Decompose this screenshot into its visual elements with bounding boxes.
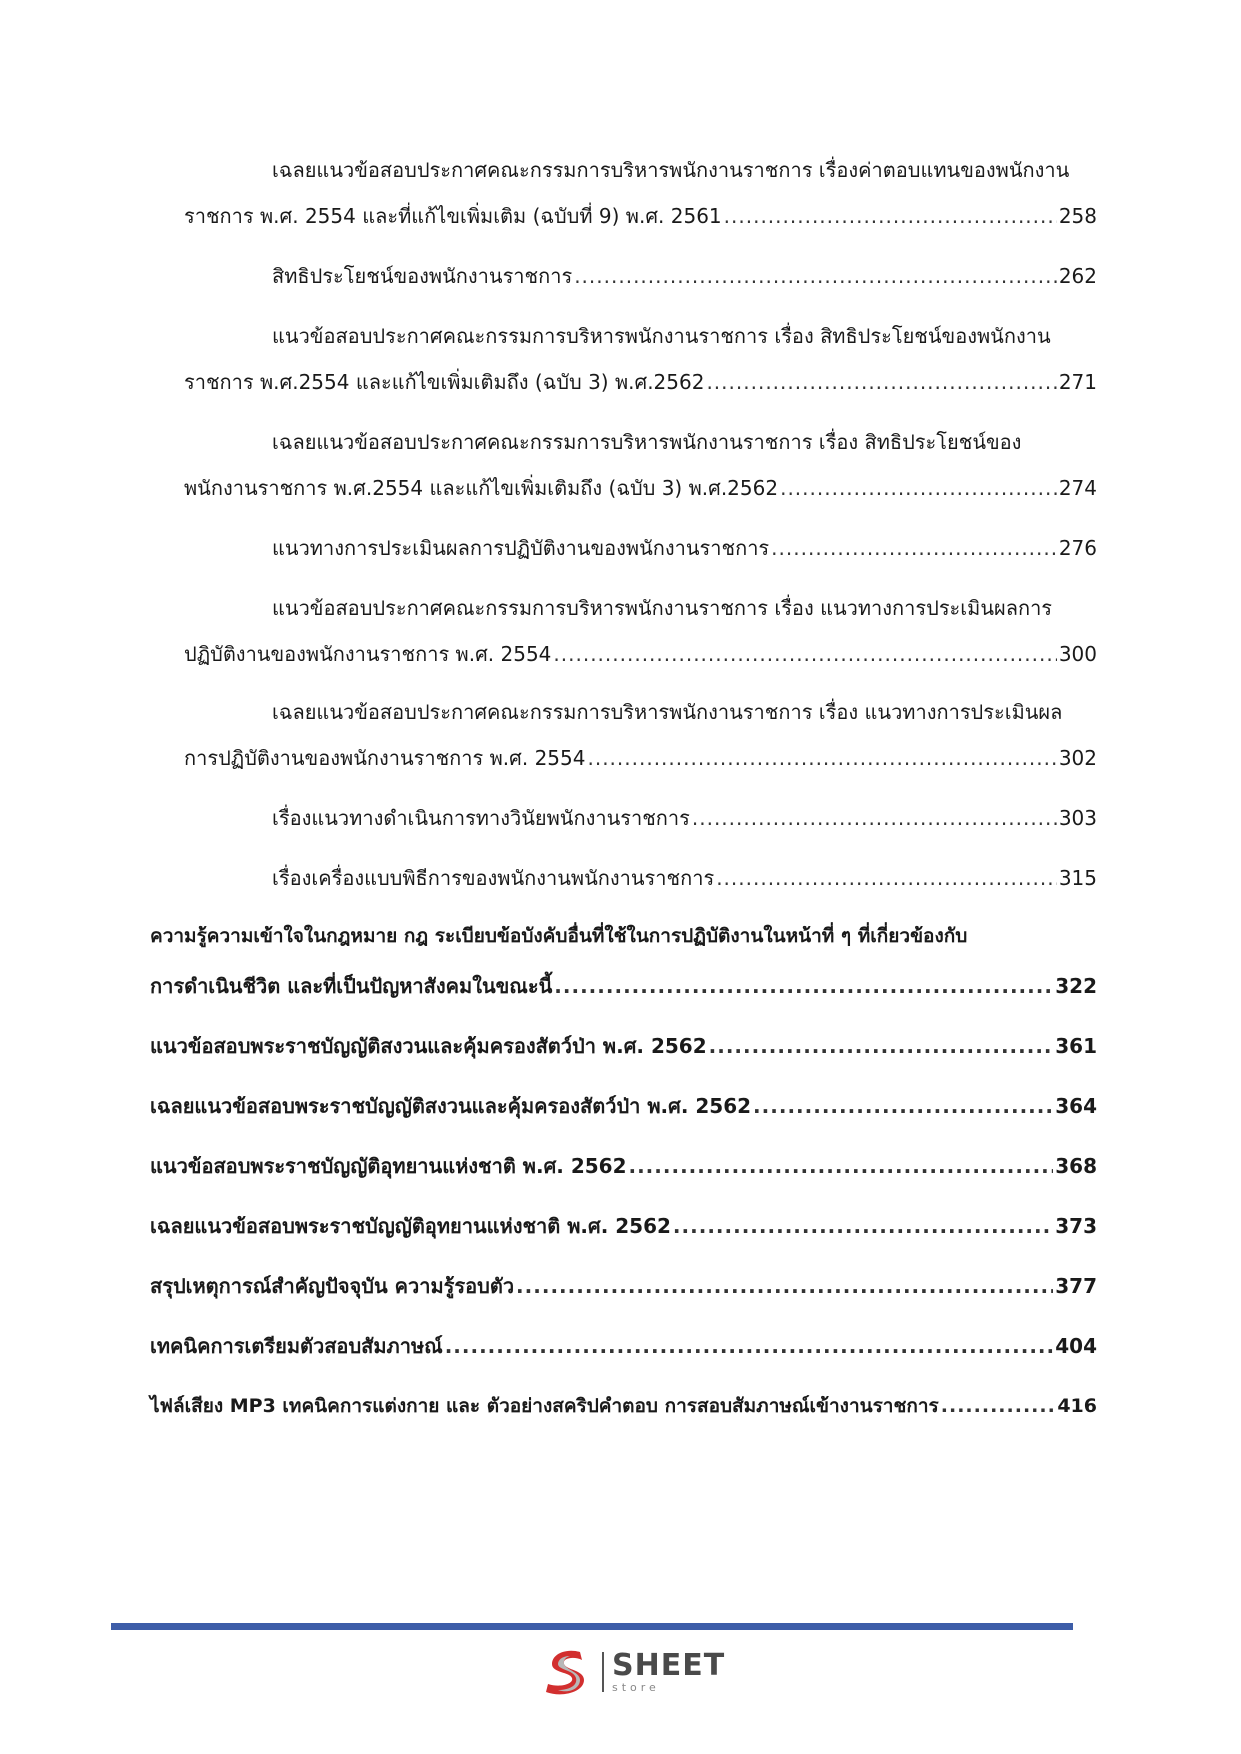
logo-brand-text: SHEET bbox=[612, 1648, 726, 1683]
toc-entry-last-line bbox=[150, 1032, 1097, 1060]
toc-page-number: 262 bbox=[1058, 264, 1097, 288]
toc-leader-dots bbox=[724, 202, 1057, 230]
toc-leader-dots bbox=[673, 1212, 1053, 1240]
toc-leader-dots bbox=[554, 972, 1053, 1000]
toc-entry-title-line: พนักงานราชการ พ.ศ.2554 และแก้ไขเพิ่มเติมถึง (ฉบับ 3) พ.ศ.2562 bbox=[184, 476, 779, 500]
toc-entry-last-line bbox=[150, 1092, 1097, 1120]
toc-entry-last-line bbox=[272, 864, 1097, 892]
toc-leader-dots bbox=[587, 744, 1056, 772]
toc-entry-title-line: สรุปเหตุการณ์สำคัญปัจจุบัน ความรู้รอบตัว bbox=[150, 1274, 515, 1298]
toc-entry-title-line: แนวข้อสอบพระราชบัญญัติสงวนและคุ้มครองสัตว์ป่า พ.ศ. 2562 bbox=[150, 1034, 707, 1058]
toc-entry-last-line bbox=[150, 1152, 1097, 1180]
toc-page-number: 315 bbox=[1058, 866, 1097, 890]
toc-leader-dots bbox=[716, 864, 1057, 892]
toc-entry-title-line: เฉลยแนวข้อสอบประกาศคณะกรรมการบริหารพนักงานราชการ เรื่องค่าตอบแทนของพนักงาน bbox=[272, 158, 1070, 182]
toc-leader-dots bbox=[574, 262, 1057, 290]
toc-page-number: 322 bbox=[1055, 974, 1097, 998]
toc-entry-last-line bbox=[184, 744, 1097, 772]
logo-sub-text: store bbox=[612, 1681, 660, 1694]
toc-page-number: 276 bbox=[1058, 536, 1097, 560]
toc-page-number: 271 bbox=[1058, 370, 1097, 394]
toc-entry-title-line: สิทธิประโยชน์ของพนักงานราชการ bbox=[272, 264, 573, 288]
toc-page-number: 368 bbox=[1055, 1154, 1097, 1178]
toc-page-number: 416 bbox=[1057, 1395, 1097, 1417]
toc-leader-dots bbox=[445, 1332, 1054, 1360]
toc-entry-last-line bbox=[184, 368, 1097, 396]
toc-leader-dots bbox=[780, 474, 1057, 502]
toc-entry-title-line: แนวข้อสอบพระราชบัญญัติอุทยานแห่งชาติ พ.ศ. 2562 bbox=[150, 1154, 627, 1178]
toc-page-number: 274 bbox=[1058, 476, 1097, 500]
toc-entry-last-line bbox=[272, 804, 1097, 832]
toc-entry-last-line bbox=[150, 1392, 1097, 1420]
toc-entry-title-line: แนวข้อสอบประกาศคณะกรรมการบริหารพนักงานราชการ เรื่อง แนวทางการประเมินผลการ bbox=[272, 596, 1053, 620]
logo-divider bbox=[602, 1652, 604, 1692]
toc-entry-last-line bbox=[272, 262, 1097, 290]
toc-entry-last-line bbox=[150, 1212, 1097, 1240]
toc-page-number: 377 bbox=[1055, 1274, 1097, 1298]
sheet-store-s-icon bbox=[540, 1646, 596, 1698]
toc-entry-title-line: การดำเนินชีวิต และที่เป็นปัญหาสังคมในขณะนี้ bbox=[150, 974, 553, 998]
toc-leader-dots bbox=[771, 534, 1057, 562]
toc-entry-last-line bbox=[150, 972, 1097, 1000]
toc-entry-last-line bbox=[272, 534, 1097, 562]
toc-page-number: 303 bbox=[1058, 806, 1097, 830]
toc-leader-dots bbox=[709, 1032, 1054, 1060]
toc-page-number: 258 bbox=[1058, 204, 1097, 228]
toc-entry-last-line bbox=[184, 640, 1097, 668]
toc-entry-last-line bbox=[150, 1332, 1097, 1360]
toc-entry-title-line: เรื่องเครื่องแบบพิธีการของพนักงานพนักงานราชการ bbox=[272, 866, 715, 890]
toc-entry-title-line: ราชการ พ.ศ.2554 และแก้ไขเพิ่มเติมถึง (ฉบับ 3) พ.ศ.2562 bbox=[184, 370, 705, 394]
toc-entry-title-line: เฉลยแนวข้อสอบพระราชบัญญัติสงวนและคุ้มครองสัตว์ป่า พ.ศ. 2562 bbox=[150, 1094, 752, 1118]
toc-page-number: 361 bbox=[1055, 1034, 1097, 1058]
toc-entry-title-line: แนวทางการประเมินผลการปฏิบัติงานของพนักงานราชการ bbox=[272, 536, 770, 560]
toc-page-number: 364 bbox=[1055, 1094, 1097, 1118]
toc-entry-title-line: เทคนิคการเตรียมตัวสอบสัมภาษณ์ bbox=[150, 1334, 443, 1358]
toc-entry-title-line: แนวข้อสอบประกาศคณะกรรมการบริหารพนักงานราชการ เรื่อง สิทธิประโยชน์ของพนักงาน bbox=[272, 324, 1051, 348]
sheet-store-logo bbox=[540, 1644, 725, 1700]
toc-entry-title-line: เฉลยแนวข้อสอบประกาศคณะกรรมการบริหารพนักงานราชการ เรื่อง แนวทางการประเมินผล bbox=[272, 700, 1063, 724]
toc-leader-dots bbox=[692, 804, 1057, 832]
toc-leader-dots bbox=[628, 1152, 1053, 1180]
toc-page-number: 300 bbox=[1058, 642, 1097, 666]
toc-leader-dots bbox=[516, 1272, 1053, 1300]
toc-entry-title-line: ความรู้ความเข้าใจในกฎหมาย กฎ ระเบียบข้อบังคับอื่นที่ใช้ในการปฏิบัติงานในหน้าที่ ๆ ที่เกี่ยวข้องกับ bbox=[150, 925, 968, 947]
toc-page-number: 302 bbox=[1058, 746, 1097, 770]
logo-wordmark bbox=[612, 1648, 726, 1694]
toc-leader-dots bbox=[941, 1392, 1056, 1420]
toc-entry-title-line: การปฏิบัติงานของพนักงานราชการ พ.ศ. 2554 bbox=[184, 746, 586, 770]
toc-entry-last-line bbox=[184, 202, 1097, 230]
toc-leader-dots bbox=[706, 368, 1056, 396]
toc-entry-title-line: เฉลยแนวข้อสอบประกาศคณะกรรมการบริหารพนักงานราชการ เรื่อง สิทธิประโยชน์ของ bbox=[272, 430, 1022, 454]
toc-page-number: 373 bbox=[1055, 1214, 1097, 1238]
toc-entry-last-line bbox=[184, 474, 1097, 502]
footer-rule bbox=[111, 1623, 1073, 1630]
toc-entry-title-line: ไฟล์เสียง MP3 เทคนิคการแต่งกาย และ ตัวอย่างสคริปคำตอบ การสอบสัมภาษณ์เข้างานราชการ bbox=[150, 1395, 939, 1417]
toc-entry-last-line bbox=[150, 1272, 1097, 1300]
toc-entry-title-line: ราชการ พ.ศ. 2554 และที่แก้ไขเพิ่มเติม (ฉบับที่ 9) พ.ศ. 2561 bbox=[184, 204, 722, 228]
toc-page-number: 404 bbox=[1055, 1334, 1097, 1358]
toc-entry-title-line: เฉลยแนวข้อสอบพระราชบัญญัติอุทยานแห่งชาติ พ.ศ. 2562 bbox=[150, 1214, 671, 1238]
toc-entry-title-line: ปฏิบัติงานของพนักงานราชการ พ.ศ. 2554 bbox=[184, 642, 552, 666]
toc-leader-dots bbox=[553, 640, 1056, 668]
toc-leader-dots bbox=[753, 1092, 1053, 1120]
toc-entry-title-line: เรื่องแนวทางดำเนินการทางวินัยพนักงานราชการ bbox=[272, 806, 690, 830]
